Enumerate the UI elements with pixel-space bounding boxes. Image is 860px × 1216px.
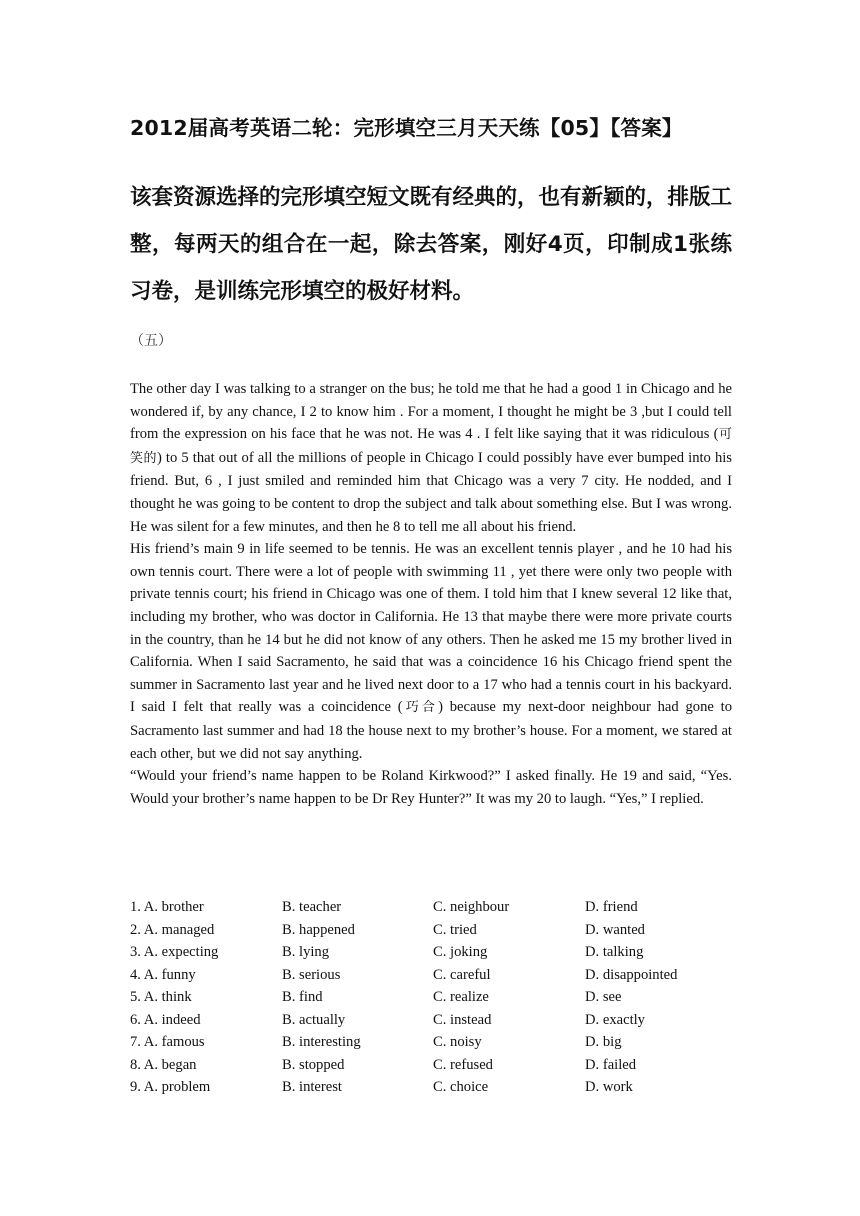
option-d: D. work [585, 1079, 633, 1095]
option-b: B. interest [282, 1079, 342, 1095]
chinese-gloss: 可笑的 [130, 427, 732, 466]
chinese-gloss: 巧合 [402, 700, 439, 716]
option-row [130, 1054, 750, 1077]
option-c: C. refused [433, 1056, 493, 1073]
page-title: 2012届高考英语二轮：完形填空三月天天练【05】【答案】 [130, 116, 683, 140]
option-c: C. tried [433, 921, 477, 938]
intro-text: 该套资源选择的完形填空短文既有经典的，也有新颖的，排版工整，每两天的组合在一起，除去答案，刚好4页，印制成1张练习卷，是训练完形填空的极好材料。 [130, 185, 733, 304]
option-a: 2. A. managed [130, 921, 215, 938]
option-a: 7. A. famous [130, 1034, 205, 1050]
option-d: D. disappointed [585, 966, 678, 983]
option-d: D. wanted [585, 921, 645, 938]
option-row [130, 1009, 750, 1032]
option-d: D. exactly [585, 1011, 645, 1028]
option-row [130, 964, 750, 987]
option-a: 3. A. expecting [130, 944, 219, 960]
option-row [130, 1076, 750, 1099]
option-d: D. failed [585, 1056, 637, 1073]
option-row [130, 1031, 750, 1054]
option-a: 6. A. indeed [130, 1011, 201, 1028]
option-a: 9. A. problem [130, 1079, 211, 1095]
option-b: B. actually [282, 1011, 346, 1028]
option-b: B. lying [282, 944, 330, 960]
option-c: C. joking [433, 944, 488, 960]
option-row [130, 896, 750, 919]
option-c: C. instead [433, 1011, 492, 1028]
section-label: （五） [130, 333, 172, 349]
passage-paragraph-3: “Would your friend’s name happen to be Roland Kirkwood?” I asked finally. He 19 and said, “Yes. Would your brother’s name happen to be Dr Rey Hunter?” It was my 20 to laugh. “Yes,” I replied. [130, 768, 732, 807]
option-c: C. noisy [433, 1034, 482, 1050]
option-c: C. realize [433, 989, 489, 1005]
option-b: B. serious [282, 966, 341, 983]
option-row [130, 941, 750, 964]
option-b: B. happened [282, 921, 355, 938]
option-c: C. choice [433, 1079, 489, 1095]
option-d: D. talking [585, 944, 644, 960]
option-a: 4. A. funny [130, 966, 196, 983]
option-c: C. neighbour [433, 899, 510, 915]
passage-text: The other day I was talking to a stranger on the bus; he told me that he had a good 1 in Chicago and he wondered if, by any chance, I 2 to know him . For a moment, I thought he might be 3 ,but I could tell from the expression on his face that he was not. He was 4 . I felt like saying that it was ridiculous ( [130, 381, 732, 443]
option-a: 1. A. brother [130, 899, 204, 915]
passage-paragraph-1 [130, 378, 732, 538]
answer-options [130, 896, 750, 1099]
option-b: B. find [282, 989, 323, 1005]
option-d: D. big [585, 1034, 622, 1050]
passage-text: His friend’s main 9 in life seemed to be tennis. He was an excellent tennis player , and he 10 had his own tennis court. There were a lot of people with swimming 11 , yet there were only two people with private tennis court; his friend in Chicago was one of them. I told him that I knew several 12 like that, including my brother, who was doctor in California. He 13 that maybe there were more private courts in the country, than he 14 but he did not know of any others. Then he asked me 15 my brother lived in California. When I said Sacramento, he said that was a coincidence 16 his Chicago friend spent the summer in Sacramento last year and he lived next door to a 17 who had a tennis court in his backyard. I said I felt that really was a coincidence ( [130, 541, 732, 716]
option-d: D. see [585, 989, 622, 1005]
option-d: D. friend [585, 899, 638, 915]
option-b: B. stopped [282, 1056, 345, 1073]
option-row [130, 919, 750, 942]
option-a: 5. A. think [130, 989, 192, 1005]
option-a: 8. A. began [130, 1056, 197, 1073]
option-c: C. careful [433, 966, 491, 983]
option-row [130, 986, 750, 1009]
passage-text: ) because my next-door neighbour had gone to Sacramento last summer and had 18 the house next to my brother’s house. For a moment, we stared at each other, but we did not say anything. [130, 699, 732, 762]
cloze-passage [130, 378, 732, 810]
option-b: B. interesting [282, 1034, 361, 1050]
passage-text: ) to 5 that out of all the millions of people in Chicago I could possibly have ever bumped into his friend. But, 6 , I just smiled and reminded him that Chicago was a very 7 city. He nodded, and I thought he was going to be content to drop the subject and talk about something else. But I was wrong. He was silent for a few minutes, and then he 8 to tell me all about his friend. [130, 449, 732, 535]
passage-paragraph-2 [130, 538, 732, 765]
option-b: B. teacher [282, 899, 342, 915]
